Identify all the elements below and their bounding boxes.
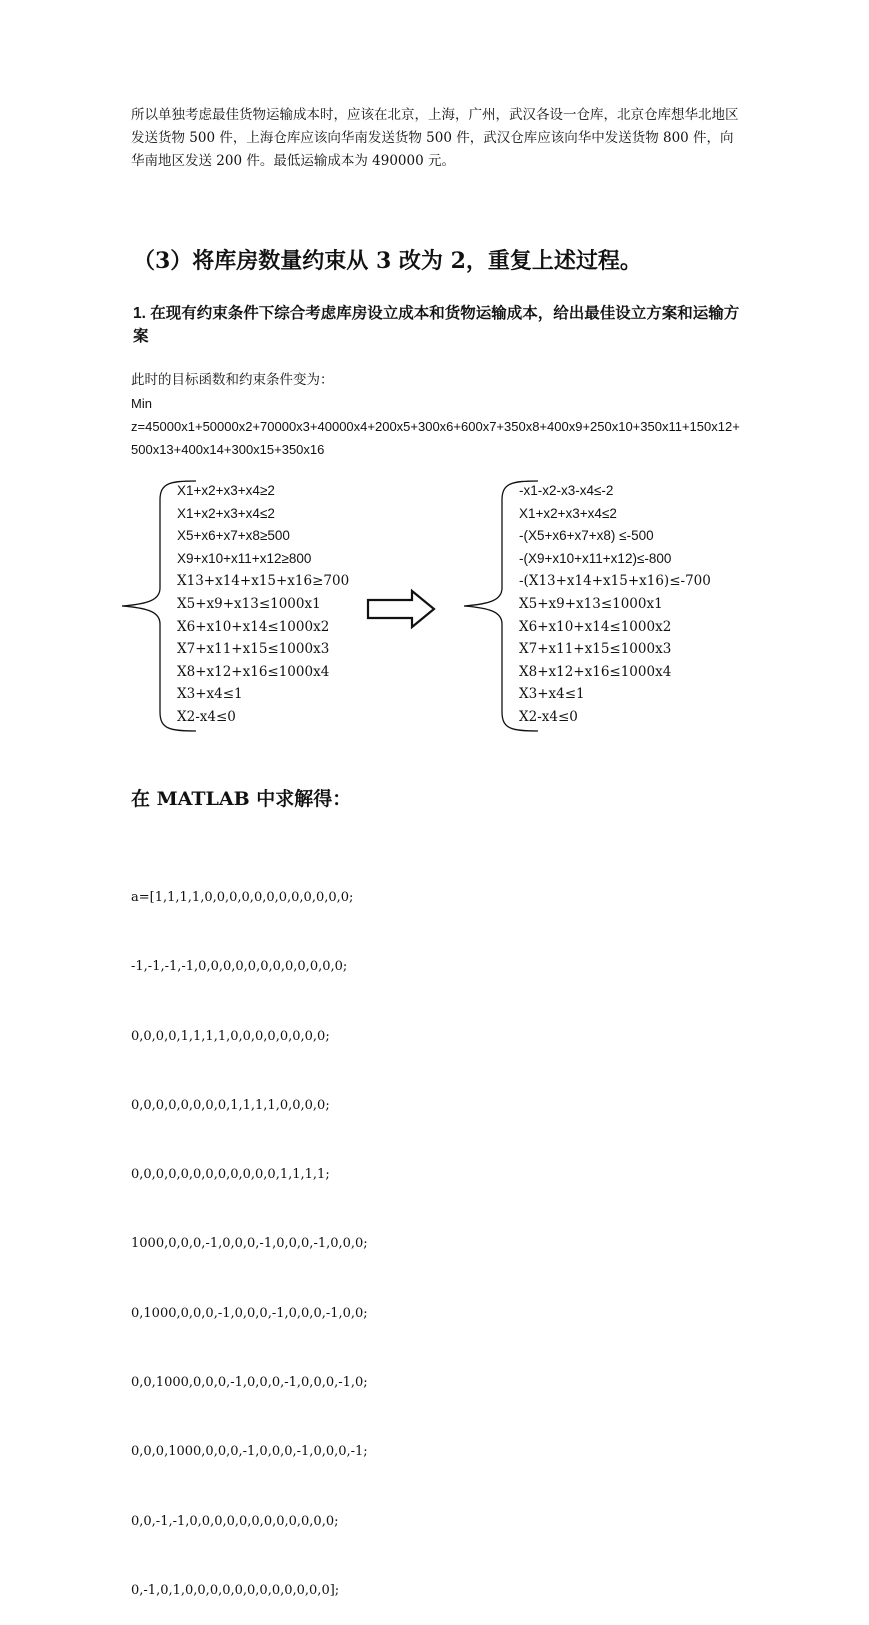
- constraint-left: X2-x4≤0: [177, 708, 236, 725]
- constraint-right: X8+x12+x16≤1000x4: [519, 663, 672, 680]
- conclusion-paragraph: 所以单独考虑最佳货物运输成本时，应该在北京，上海，广州，武汉各设一仓库，北京仓库想华北地区发送货物 500 件，上海仓库应该向华南发送货物 500 件，武汉仓库应该向华中发送货物 800 件，向华南地区发送 200 件。最低运输成本为 490000 元。: [131, 107, 739, 169]
- matlab-code-block: [131, 840, 368, 1625]
- intro-text: 此时的目标函数和约束条件变为：: [131, 372, 334, 388]
- right-arrow-icon: [366, 588, 438, 630]
- constraint-left: X1+x2+x3+x4≥2: [177, 483, 275, 498]
- constraint-left: X3+x4≤1: [177, 686, 243, 703]
- matlab-heading: 在 MATLAB 中求解得：: [131, 788, 352, 810]
- constraint-left: X7+x11+x15≤1000x3: [177, 641, 330, 658]
- code-line: 0,0,0,0,0,0,0,0,0,0,0,0,1,1,1,1;: [131, 1167, 330, 1183]
- code-line: 0,-1,0,1,0,0,0,0,0,0,0,0,0,0,0,0];: [131, 1582, 340, 1598]
- constraint-right: -(X5+x6+x7+x8) ≤-500: [519, 528, 654, 544]
- code-line: 1000,0,0,0,-1,0,0,0,-1,0,0,0,-1,0,0,0;: [131, 1236, 368, 1252]
- constraint-right: X6+x10+x14≤1000x2: [519, 618, 672, 635]
- code-line: 0,0,-1,-1,0,0,0,0,0,0,0,0,0,0,0,0;: [131, 1513, 339, 1529]
- constraint-left: X1+x2+x3+x4≤2: [177, 505, 275, 521]
- constraint-right: -(X9+x10+x11+x12)≤-800: [519, 550, 672, 566]
- code-line: 0,0,0,0,1,1,1,1,0,0,0,0,0,0,0,0;: [131, 1028, 330, 1044]
- code-line: a=[1,1,1,1,0,0,0,0,0,0,0,0,0,0,0,0;: [131, 890, 354, 905]
- constraint-right: X3+x4≤1: [519, 686, 585, 703]
- constraint-left: X13+x14+x15+x16≥700: [177, 573, 350, 590]
- subsection-title: 1. 在现有约束条件下综合考虑库房设立成本和货物运输成本，给出最佳设立方案和运输方案: [133, 305, 740, 345]
- code-line: 0,0,1000,0,0,0,-1,0,0,0,-1,0,0,0,-1,0;: [131, 1375, 368, 1391]
- constraint-right: X7+x11+x15≤1000x3: [519, 641, 672, 658]
- constraint-right: -(X13+x14+x15+x16)≤-700: [519, 573, 711, 590]
- constraint-left: X5+x9+x13≤1000x1: [177, 595, 321, 612]
- constraint-right: -x1-x2-x3-x4≤-2: [519, 483, 614, 498]
- constraint-left: X6+x10+x14≤1000x2: [177, 618, 330, 635]
- constraint-right: X5+x9+x13≤1000x1: [519, 595, 663, 612]
- objective-expression: z=45000x1+50000x2+70000x3+40000x4+200x5+300x6+600x7+350x8+400x9+250x10+350x11+150x12+500x13+400x14+300x15+350x16: [131, 419, 740, 457]
- objective-function: [131, 392, 743, 461]
- constraint-left: X9+x10+x11+x12≥800: [177, 550, 312, 566]
- code-line: 0,0,0,1000,0,0,0,-1,0,0,0,-1,0,0,0,-1;: [131, 1444, 368, 1460]
- constraint-right: X2-x4≤0: [519, 708, 578, 725]
- constraints-right: [519, 480, 711, 729]
- objective-label: Min: [131, 396, 152, 411]
- code-line: -1,-1,-1,-1,0,0,0,0,0,0,0,0,0,0,0,0;: [131, 959, 348, 975]
- section-title: （3）将库房数量约束从 3 改为 2，重复上述过程。: [133, 248, 642, 274]
- constraint-right: X1+x2+x3+x4≤2: [519, 505, 617, 521]
- code-line: 0,0,0,0,0,0,0,0,1,1,1,1,0,0,0,0;: [131, 1097, 330, 1113]
- code-line: 0,1000,0,0,0,-1,0,0,0,-1,0,0,0,-1,0,0;: [131, 1305, 368, 1321]
- constraints-left: [177, 480, 349, 729]
- constraint-left: X8+x12+x16≤1000x4: [177, 663, 330, 680]
- constraint-left: X5+x6+x7+x8≥500: [177, 528, 290, 544]
